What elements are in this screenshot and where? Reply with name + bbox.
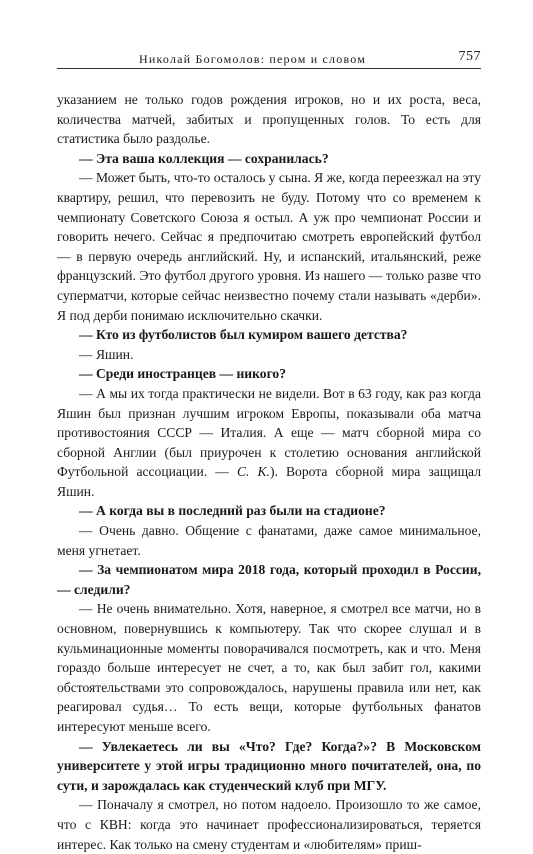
- interview-answer: [57, 384, 481, 502]
- interview-question: — За чемпионатом мира 2018 года, который проходил в России, — следили?: [57, 562, 481, 597]
- interview-question: — Кто из футболистов был кумиром вашего детства?: [79, 327, 408, 343]
- answer-text: — А мы их тогда практически не видели. Вот в 63 году, как раз когда Яшин был признан лучшим игроком Европы, показывали оба матча противостояния СССР — Италия. А еще — матч сборной мира со сборной Англии (был приурочен к столетию основания английской Футбольной ассоциации. —: [57, 385, 481, 480]
- interview-answer: — Очень давно. Общение с фанатами, даже самое минимальное, меня угнетает.: [57, 523, 481, 558]
- body-text: [57, 90, 481, 854]
- interview-question: — Эта ваша коллекция — сохранилась?: [79, 150, 329, 166]
- running-head: [57, 46, 481, 69]
- interview-answer: — Яшин.: [79, 346, 134, 362]
- interview-question: — Увлекаетесь ли вы «Что? Где? Когда?»? В Московском университете у этой игры традиционно много почитателей, она, по сути, и зарождалась как студенческий клуб при МГУ.: [57, 738, 481, 793]
- editor-initials: С. К.: [236, 464, 270, 480]
- interview-answer: — Не очень внимательно. Хотя, наверное, я смотрел все матчи, но в основном, повернувшись к компьютеру. Так что скорее слушал и в кульминационные моменты поворачивался посмотреть, как и что. Меня гораздо больше интересует не счет, а то, как был забит гол, какими обстоятельствами это сопровождалось, нарушены правила или нет, как реагировал судья… То есть вещи, которые футбольных фанатов интересуют меньше всего.: [57, 601, 481, 734]
- interview-answer: — Может быть, что-то осталось у сына. Я же, когда переезжал на эту квартиру, решил, что перевозить не буду. Потому что со временем к чемпионату Советского Союза я остыл. А уж про чемпионат России и говорить нечего. Сейчас я предпочитаю смотреть европейский футбол — в первую очередь английский. Ну, и испанский, итальянский, реже французский. Это футбол другого уровня. Из нашего — только разве что суперматчи, которые сейчас неизвестно почему стали называть «дерби». Я под дерби понимаю исключительно скачки.: [57, 170, 481, 323]
- paragraph-continuation: указанием не только годов рождения игроков, но и их роста, веса, количества матчей, забитых и пропущенных голов. То есть для статистика было раздолье.: [57, 92, 481, 147]
- interview-question: — Среди иностранцев — никого?: [79, 366, 286, 382]
- page-number: 757: [458, 49, 481, 64]
- answer-text: ). Ворота сборной мира защищал Яшин.: [57, 464, 481, 499]
- running-title: Николай Богомолов: пером и словом: [139, 52, 366, 66]
- interview-question: — А когда вы в последний раз были на стадионе?: [79, 503, 386, 519]
- interview-answer: — Поначалу я смотрел, но потом надоело. Произошло то же самое, что с КВН: когда это начинает профессионализироваться, теряется интерес. Как только на смену студентам и «любителям» приш-: [57, 797, 481, 852]
